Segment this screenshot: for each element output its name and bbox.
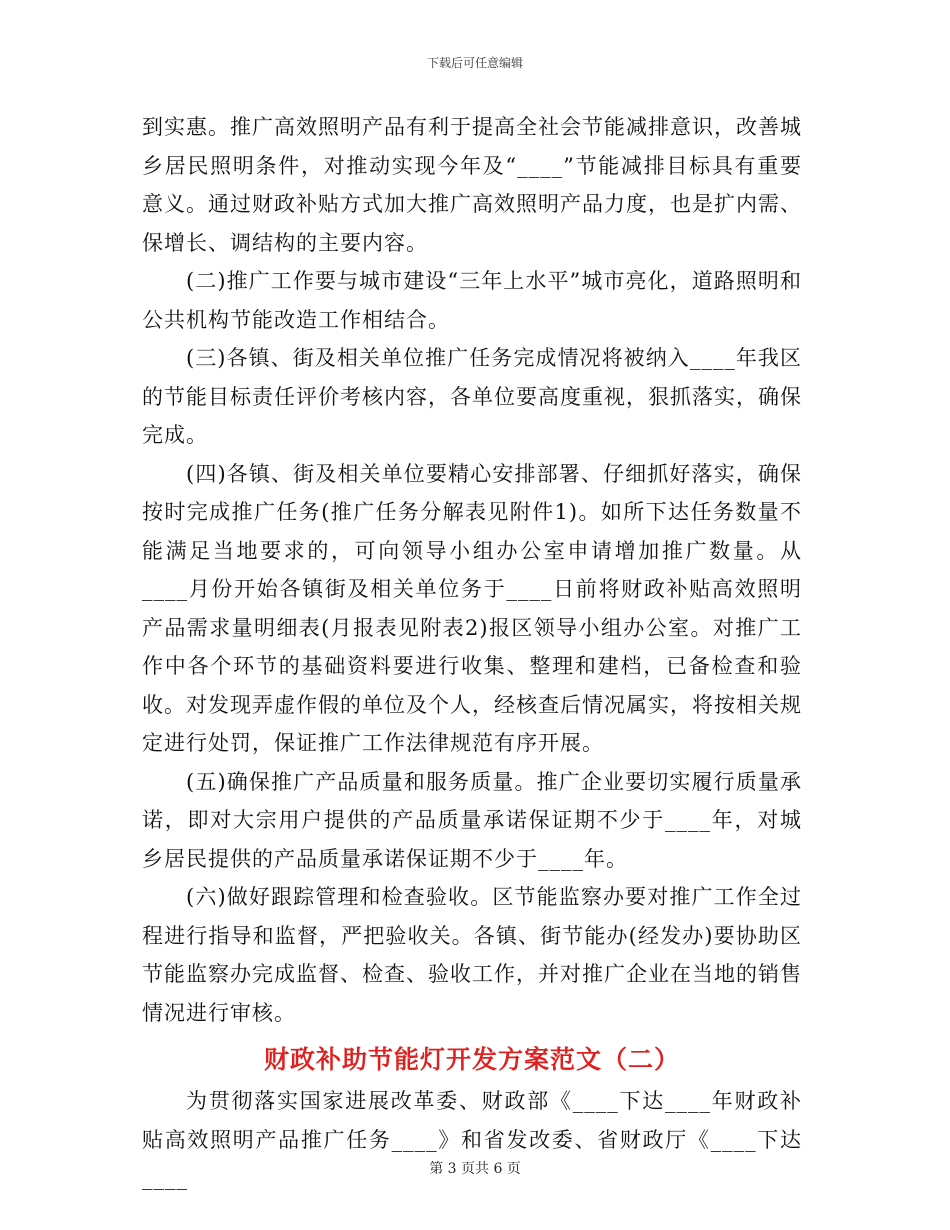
page-header: 下载后可任意编辑 — [426, 56, 523, 70]
paragraph-7: 为贯彻落实国家进展改革委、财政部《____下达____年财政补贴高效照明产品推广任务____》和省发改委、省财政厅《____下达____ — [142, 1089, 802, 1190]
paragraph-3: (三)各镇、街及相关单位推广任务完成情况将被纳入____年我区的节能目标责任评价考核内容，各单位要高度重视，狠抓落实，确保完成。 — [142, 346, 802, 447]
paragraph-6: (六)做好跟踪管理和检查验收。区节能监察办要对推广工作全过程进行指导和监督，严把验收关。各镇、街节能办(经发办)要协助区节能监察办完成监督、检查、验收工作，并对推广企业在当地的销售情况进行审核。 — [142, 885, 802, 1025]
paragraph-2: (二)推广工作要与城市建设“三年上水平”城市亮化，道路照明和公共机构节能改造工作相结合。 — [142, 269, 802, 332]
paragraph-5: (五)确保推广产品质量和服务质量。推广企业要切实履行质量承诺，即对大宗用户提供的产品质量承诺保证期不少于____年，对城乡居民提供的产品质量承诺保证期不少于____年。 — [142, 769, 802, 871]
section-title: 财政补助节能灯开发方案范文（二） — [263, 1045, 680, 1074]
page-footer: 第 3 页共 6 页 — [429, 1161, 521, 1177]
document-body — [142, 108, 802, 1198]
paragraph-4: (四)各镇、街及相关单位要精心安排部署、仔细抓好落实，确保按时完成推广任务(推广任务分解表见附件1)。如所下达任务数量不能满足当地要求的，可向领导小组办公室申请增加推广数量。从____月份开始各镇街及相关单位务于____日前将财政补贴高效照明产品需求量明细表(月报表见附表2)报区领导小组办公室。对推广工作中各个环节的基础资料要进行收集、整理和建档，已备检查和验收。对发现弄虚作假的单位及个人，经核查后情况属实，将按相关规定进行处罚，保证推广工作法律规范有序开展。 — [142, 461, 802, 755]
paragraph-1: 到实惠。推广高效照明产品有利于提高全社会节能减排意识，改善城乡居民照明条件，对推动实现今年及“____”节能减排目标具有重要意义。通过财政补贴方式加大推广高效照明产品力度，也是扩内需、保增长、调结构的主要内容。 — [142, 115, 802, 255]
